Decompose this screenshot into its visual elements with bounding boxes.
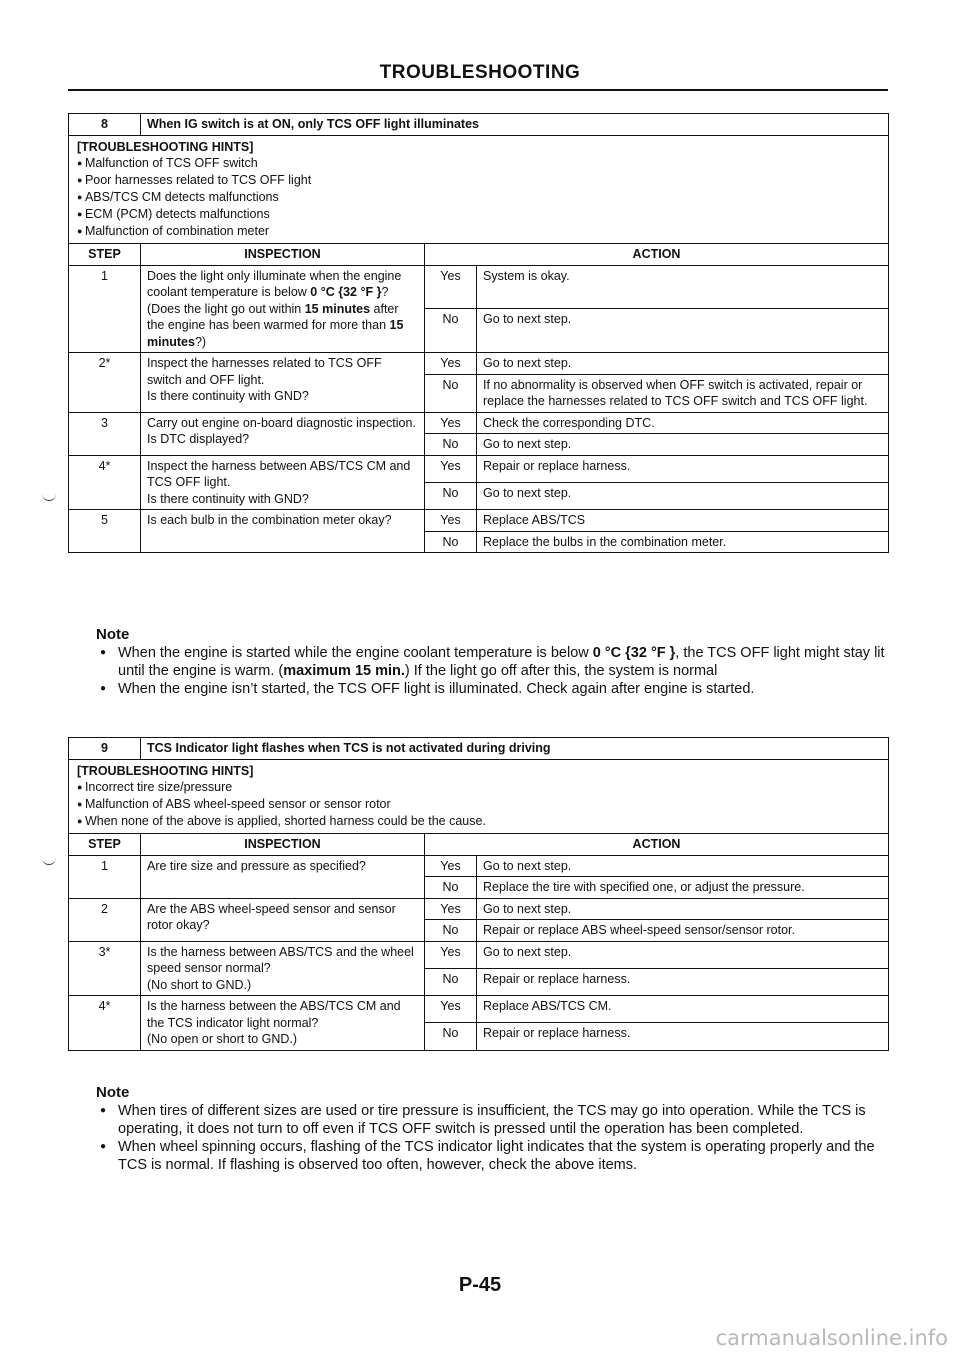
- hints-row: [69, 135, 889, 244]
- inspection-text: Is each bulb in the combination meter okay?: [141, 510, 425, 553]
- step-number: 1: [69, 265, 141, 353]
- step-header: STEP: [69, 244, 141, 266]
- step-number: 3*: [69, 941, 141, 996]
- no-label: No: [425, 877, 477, 899]
- yes-action: Go to next step.: [477, 353, 889, 375]
- inspection-text: Is the harness between the ABS/TCS CM and the TCS indicator light normal? (No open or short to GND.): [141, 996, 425, 1051]
- no-action: Repair or replace ABS wheel-speed sensor/sensor rotor.: [477, 920, 889, 942]
- inspection-header: INSPECTION: [141, 244, 425, 266]
- no-action: Replace the bulbs in the combination meter.: [477, 531, 889, 553]
- no-label: No: [425, 968, 477, 995]
- step-row: [69, 855, 889, 877]
- step-number: 4*: [69, 455, 141, 510]
- note-item: ● When wheel spinning occurs, flashing of the TCS indicator light indicates that the system is operating properly and the TCS is normal. If flashing is observed too often, however, check the above items.: [118, 1138, 888, 1174]
- troubleshooting-hints: [69, 759, 889, 834]
- inspection-text: Inspect the harness between ABS/TCS CM and TCS OFF light. Is there continuity with GND?: [141, 455, 425, 510]
- inspection-text: Are the ABS wheel-speed sensor and sensor rotor okay?: [141, 898, 425, 941]
- note-2: [96, 1084, 888, 1174]
- no-label: No: [425, 482, 477, 509]
- margin-mark: [42, 494, 56, 501]
- yes-label: Yes: [425, 941, 477, 968]
- no-action: Go to next step.: [477, 309, 889, 353]
- header-row: [69, 244, 889, 266]
- step-number: 2*: [69, 353, 141, 413]
- yes-action: System is okay.: [477, 265, 889, 309]
- section-title: TCS Indicator light flashes when TCS is not activated during driving: [141, 738, 889, 760]
- step-row: [69, 412, 889, 434]
- section-title-row: [69, 738, 889, 760]
- troubleshooting-table-9: [68, 737, 889, 1051]
- no-action: Go to next step.: [477, 482, 889, 509]
- hints-row: [69, 759, 889, 834]
- inspection-text: Is the harness between ABS/TCS and the wheel speed sensor normal? (No short to GND.): [141, 941, 425, 996]
- title-rule: [68, 89, 888, 91]
- note-item: ● When the engine isn’t started, the TCS OFF light is illuminated. Check again after engine is started.: [118, 680, 888, 698]
- hint-item: ● ECM (PCM) detects malfunctions: [77, 206, 880, 223]
- hints-list: [77, 779, 880, 830]
- step-row: [69, 455, 889, 482]
- step-number: 1: [69, 855, 141, 898]
- step-number: 4*: [69, 996, 141, 1051]
- yes-action: Check the corresponding DTC.: [477, 412, 889, 434]
- no-label: No: [425, 920, 477, 942]
- page-title: TROUBLESHOOTING: [379, 62, 581, 83]
- hint-item: ● Malfunction of combination meter: [77, 223, 880, 240]
- step-row: [69, 941, 889, 968]
- yes-action: Repair or replace harness.: [477, 455, 889, 482]
- action-header: ACTION: [425, 834, 889, 856]
- yes-action: Go to next step.: [477, 855, 889, 877]
- yes-label: Yes: [425, 455, 477, 482]
- step-header: STEP: [69, 834, 141, 856]
- no-label: No: [425, 1023, 477, 1050]
- note-item: ● When the engine is started while the engine coolant temperature is below 0 °C {32 °F }, the TCS OFF light might stay lit until the engine is warm. (maximum 15 min.) If the light go off after this, the system is normal: [118, 644, 888, 680]
- page-number: P-45: [458, 1274, 502, 1296]
- section-number: 9: [69, 738, 141, 760]
- inspection-text: Inspect the harnesses related to TCS OFF switch and OFF light. Is there continuity with GND?: [141, 353, 425, 413]
- troubleshooting-hints: [69, 135, 889, 244]
- action-header: ACTION: [425, 244, 889, 266]
- step-number: 2: [69, 898, 141, 941]
- watermark: carmanualsonline.info: [715, 1326, 948, 1350]
- no-label: No: [425, 531, 477, 553]
- note-title: Note: [96, 626, 130, 643]
- yes-label: Yes: [425, 412, 477, 434]
- yes-action: Go to next step.: [477, 898, 889, 920]
- hints-title: [TROUBLESHOOTING HINTS]: [77, 139, 254, 154]
- inspection-header: INSPECTION: [141, 834, 425, 856]
- no-action: Go to next step.: [477, 434, 889, 456]
- section-title-row: [69, 114, 889, 136]
- hint-item: ● Malfunction of ABS wheel-speed sensor or sensor rotor: [77, 796, 880, 813]
- troubleshooting-table-8: [68, 113, 889, 553]
- hint-item: ● Poor harnesses related to TCS OFF light: [77, 172, 880, 189]
- hint-item: ● Incorrect tire size/pressure: [77, 779, 880, 796]
- hints-list: [77, 155, 880, 240]
- no-label: No: [425, 309, 477, 353]
- step-row: [69, 510, 889, 532]
- section-title: When IG switch is at ON, only TCS OFF light illuminates: [141, 114, 889, 136]
- yes-label: Yes: [425, 353, 477, 375]
- yes-label: Yes: [425, 855, 477, 877]
- yes-action: Replace ABS/TCS CM.: [477, 996, 889, 1023]
- hint-item: ● When none of the above is applied, shorted harness could be the cause.: [77, 813, 880, 830]
- inspection-text: Carry out engine on-board diagnostic inspection. Is DTC displayed?: [141, 412, 425, 455]
- note-1: [96, 626, 888, 698]
- hint-item: ● Malfunction of TCS OFF switch: [77, 155, 880, 172]
- hints-title: [TROUBLESHOOTING HINTS]: [77, 763, 254, 778]
- section-number: 8: [69, 114, 141, 136]
- yes-label: Yes: [425, 265, 477, 309]
- no-action: If no abnormality is observed when OFF switch is activated, repair or replace the harnesses related to TCS OFF switch and TCS OFF light.: [477, 374, 889, 412]
- no-action: Repair or replace harness.: [477, 1023, 889, 1050]
- no-label: No: [425, 374, 477, 412]
- no-action: Replace the tire with specified one, or adjust the pressure.: [477, 877, 889, 899]
- step-number: 5: [69, 510, 141, 553]
- no-label: No: [425, 434, 477, 456]
- yes-action: Replace ABS/TCS: [477, 510, 889, 532]
- inspection-text: Does the light only illuminate when the engine coolant temperature is below 0 °C {32 °F }? (Does the light go out within 15 minutes after the engine has been warmed for more than 15 minutes?): [141, 265, 425, 353]
- step-row: [69, 996, 889, 1023]
- step-row: [69, 353, 889, 375]
- step-row: [69, 265, 889, 309]
- note-item: ● When tires of different sizes are used or tire pressure is insufficient, the TCS may go into operation. While the TCS is operating, it does not turn to off even if TCS OFF switch is pressed until the operation has been completed.: [118, 1102, 888, 1138]
- margin-mark: [42, 858, 56, 865]
- step-row: [69, 898, 889, 920]
- step-number: 3: [69, 412, 141, 455]
- note-title: Note: [96, 1084, 130, 1101]
- yes-label: Yes: [425, 996, 477, 1023]
- yes-label: Yes: [425, 898, 477, 920]
- inspection-text: Are tire size and pressure as specified?: [141, 855, 425, 898]
- hint-item: ● ABS/TCS CM detects malfunctions: [77, 189, 880, 206]
- no-action: Repair or replace harness.: [477, 968, 889, 995]
- yes-label: Yes: [425, 510, 477, 532]
- yes-action: Go to next step.: [477, 941, 889, 968]
- header-row: [69, 834, 889, 856]
